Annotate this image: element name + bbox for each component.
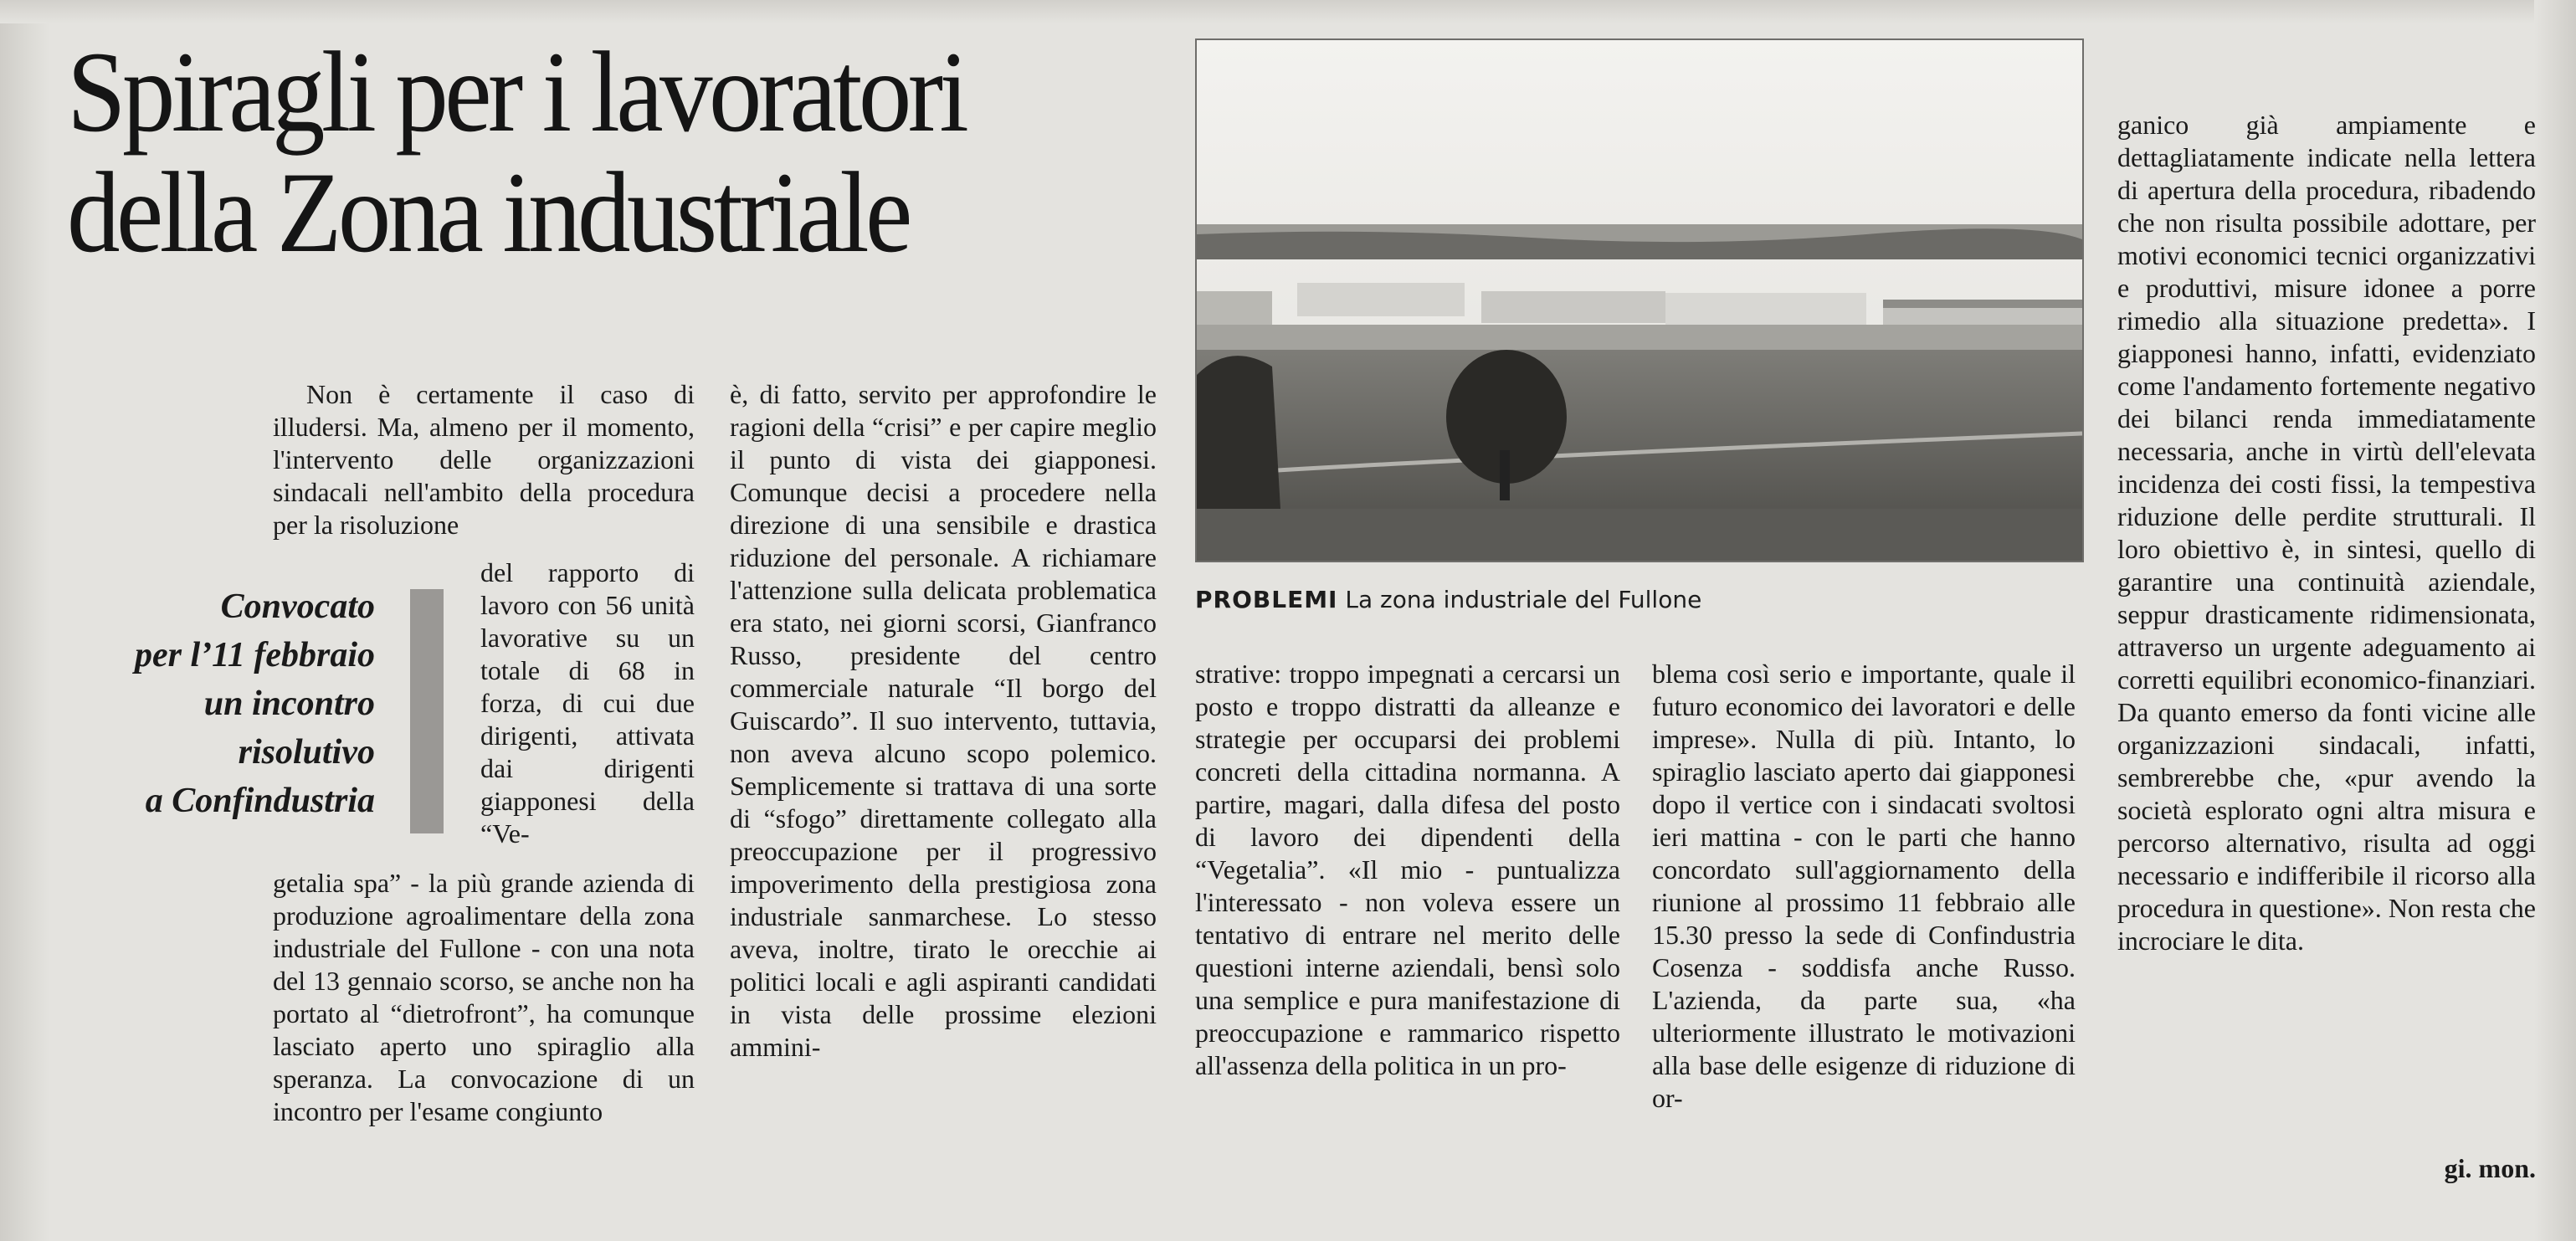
pull-quote-bar <box>410 589 444 833</box>
pull-quote-line: Convocato <box>220 587 375 626</box>
column-2: è, di fatto, servito per approfondire le ragioni della “crisi” e per capire meglio il punto di vista dei giapponesi. Comunque decisi a procedere nella direzione di una sensibile e drastica riduzione del personale. A richiamare l'attenzione sulla delicata problematica era stato, nei giorni scorsi, Gianfranco Russo, presidente del centro commerciale naturale “Il borgo del Guiscardo”. Il suo intervento, tuttavia, non aveva alcuno scopo polemico. Semplicemente si trattava di una sorte di “sfogo” direttamente collegato alla preoccupazione per il progressivo impoverimento della prestigiosa zona industriale sanmarchese. Lo stesso aveva, inoltre, tirato le orecchie ai politici locali e agli aspiranti candidati in vista delle prossime elezioni ammini- <box>730 379 1157 1062</box>
headline <box>67 28 1099 276</box>
caption-label: PROBLEMI <box>1195 586 1338 613</box>
pull-quote-line: per l’11 febbraio <box>135 636 375 674</box>
adjacent-page-edge-top <box>0 0 2576 23</box>
pull-quote-line: un incontro <box>203 685 375 723</box>
photo-illustration <box>1197 40 2082 561</box>
column-1-bottom: getalia spa” - la più grande azienda di produzione agroalimentare della zona industriale del Fullone - con una nota del 13 gennaio scorso, se anche non ha portato al “dietrofront”, ha comunque lasciato aperto uno spiraglio alla speranza. La convocazione di un incontro per l'esame congiunto <box>273 868 695 1126</box>
adjacent-page-edge-left <box>0 0 50 1241</box>
author-signature: gi. mon. <box>2444 1153 2536 1183</box>
adjacent-page-edge-right <box>2534 0 2576 1241</box>
pull-quote-line: risolutivo <box>238 733 375 772</box>
pull-quote <box>74 582 375 825</box>
headline-line-1: Spiragli per i lavoratori <box>67 28 966 156</box>
column-4: blema così serio e importante, quale il futuro economico dei lavoratori e delle imprese». Nulla di più. Intanto, lo spiraglio lasciato aperto dai giapponesi dopo il vertice con i sindacati svoltosi ieri mattina - con le parti che hanno concordato sull'aggiornamento della riunione al prossimo 11 febbraio alle 15.30 presso la sede di Confindustria Cosenza - soddisfa anche Russo. L'azienda, da parte sua, «ha ulteriormente illustrato le motivazioni alla base delle esigenze di riduzione di or- <box>1652 659 2076 1113</box>
headline-line-2: della Zona industriale <box>67 148 909 276</box>
pull-quote-line: a Confindustria <box>145 782 375 820</box>
column-3: strative: troppo impegnati a cercarsi un posto e troppo distratti da alleanze e strategie per occuparsi dei problemi concreti della cittadina normanna. A partire, magari, dalla difesa del posto di lavoro dei dipendenti della “Vegetalia”. «Il mio - puntualizza l'interessato - non voleva essere un tentativo di entrare nel merito delle questioni interne aziendali, bensì solo una semplice e pura manifestazione di preoccupazione e rammarico rispetto all'assenza della politica in un pro- <box>1195 659 1620 1080</box>
photo-industrial-zone <box>1195 38 2084 562</box>
column-5: ganico già ampiamente e dettagliatamente indicate nella lettera di apertura della procedura, ribadendo che non risulta possibile adottare, per motivi economici tecnici organizzativi e produttivi, misure idonee a porre rimedio alla situazione predetta». I giapponesi hanno, infatti, evidenziato come l'andamento fortemente negativo dei bilanci renda immediatamente necessaria, anche in virtù dell'elevata incidenza dei costi fissi, la tempestiva riduzione delle perdite strutturali. Il loro obiettivo è, in sintesi, quello di garantire una continuità aziendale, seppur drasticamente ridimensionata, attraverso un urgente adeguamento ai corretti equilibri economico-finanziari. Da quanto emerso da fonti vicine alle organizzazioni sindacali, infatti, sembrerebbe che, «pur avendo la società esplorato ogni altra misura e percorso alternativo, risulta ad oggi necessario e indifferibile il ricorso alla procedura in questione». Non resta che incrociare le dita. <box>2117 110 2536 956</box>
caption-text: La zona industriale del Fullone <box>1345 586 1702 613</box>
column-1-lead: Non è certamente il caso di illudersi. Ma, almeno per il momento, l'intervento delle organizzazioni sindacali nell'ambito della procedura per la risoluzione <box>273 379 695 540</box>
photo-caption <box>1195 586 2082 614</box>
column-1-wrap-text: del rapporto di lavoro con 56 unità lavorative su un totale di 68 in forza, di cui due dirigenti, attivata dai dirigenti giapponesi della “Ve- <box>480 557 695 849</box>
